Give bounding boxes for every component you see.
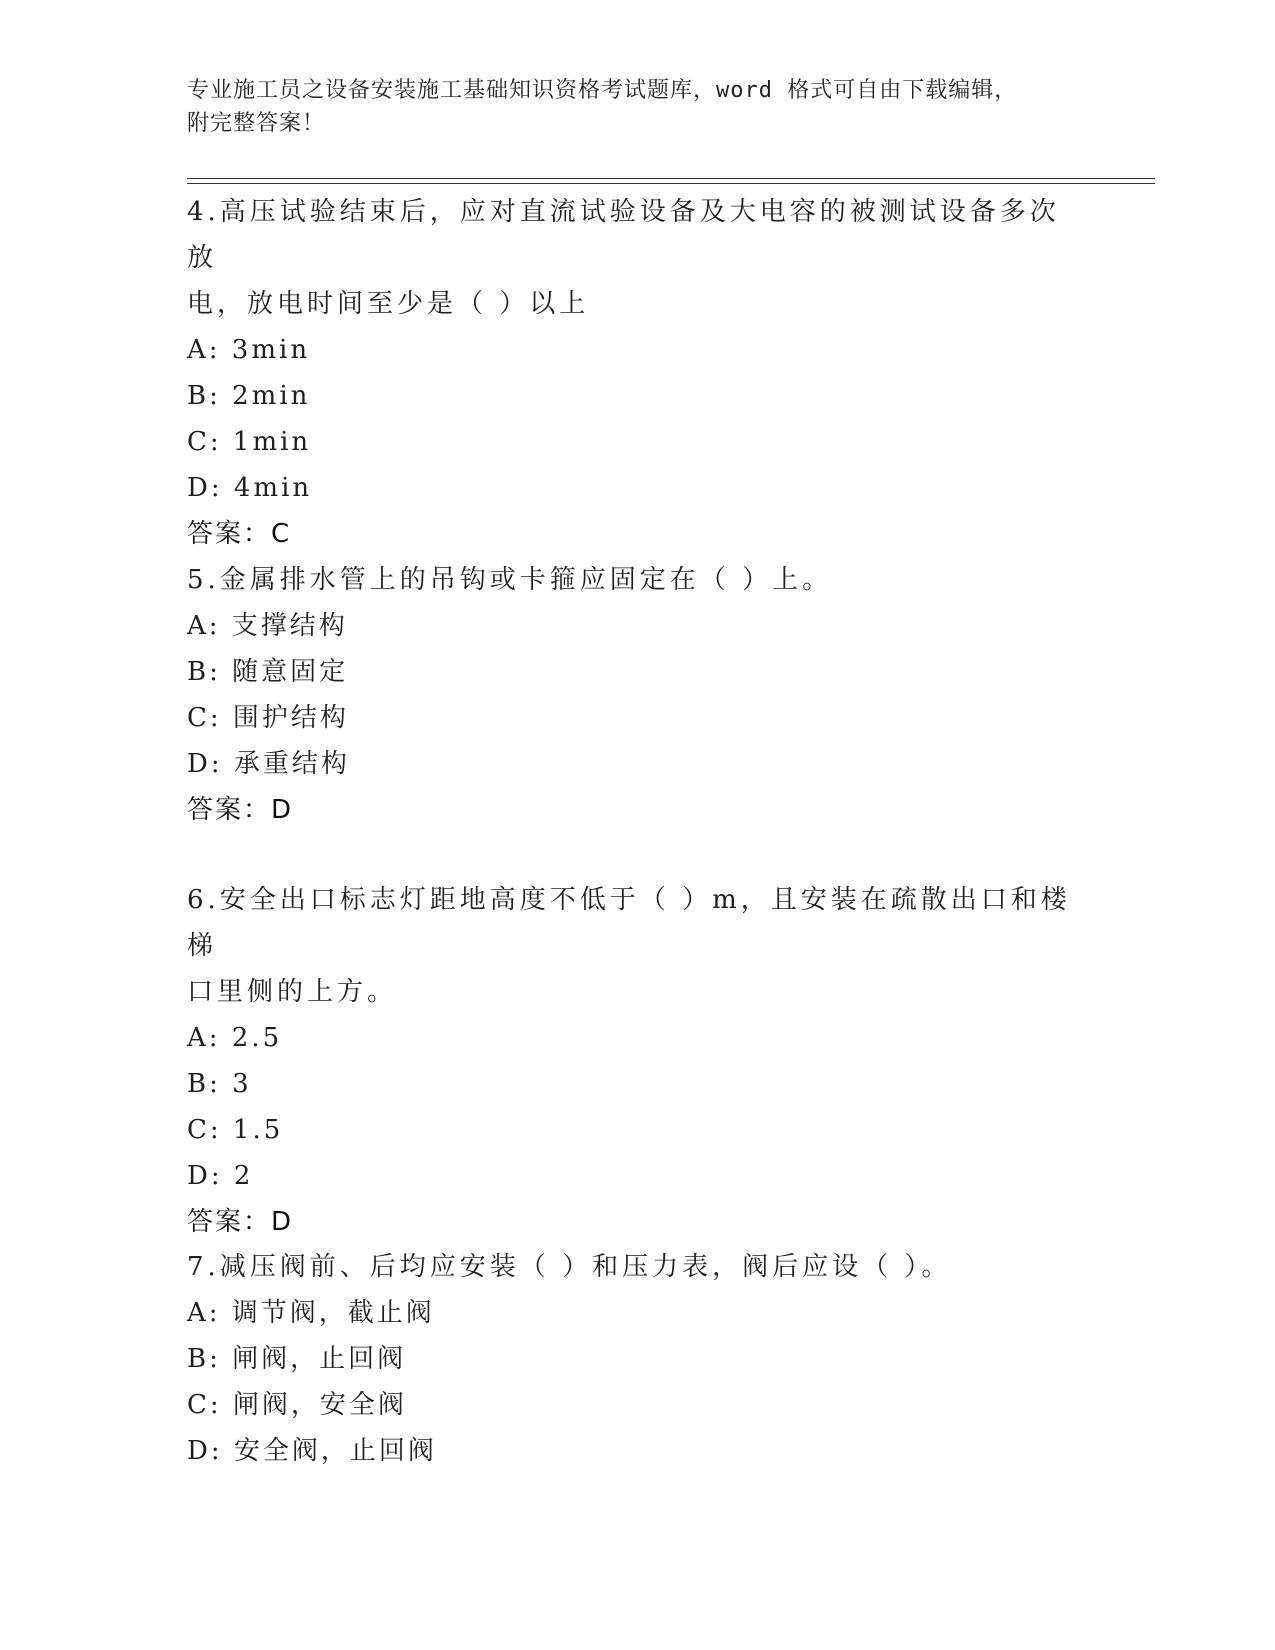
option-c: C: 围护结构	[187, 703, 349, 733]
option-d: D: 2	[187, 1161, 254, 1191]
option-a: A: 3min	[187, 335, 311, 365]
option-b: B: 闸阀，止回阀	[187, 1344, 407, 1374]
question-text: 5.金属排水管上的吊钩或卡箍应固定在（ ）上。	[187, 565, 833, 595]
document-header	[187, 74, 1067, 140]
option-a: A: 调节阀，截止阀	[187, 1298, 435, 1328]
option-a: A: 支撑结构	[187, 611, 348, 641]
header-line-1: 专业施工员之设备安装施工基础知识资格考试题库，word 格式可自由下载编辑，	[187, 78, 1018, 103]
option-d: D: 承重结构	[187, 749, 350, 779]
question-5	[187, 557, 1087, 833]
option-b: B: 3	[187, 1069, 252, 1099]
option-b: B: 随意固定	[187, 657, 349, 687]
question-text-continued: 口里侧的上方。	[187, 977, 398, 1007]
question-text-continued: 电，放电时间至少是（ ）以上	[187, 289, 590, 319]
answer-label: 答案：D	[187, 1207, 294, 1237]
header-line-2: 附完整答案！	[187, 111, 326, 136]
answer-label: 答案：C	[187, 519, 292, 549]
option-a: A: 2.5	[187, 1023, 283, 1053]
header-divider-top	[187, 178, 1155, 179]
option-c: C: 闸阀，安全阀	[187, 1390, 407, 1420]
option-d: D: 4min	[187, 473, 313, 503]
question-text: 4.高压试验结束后，应对直流试验设备及大电容的被测试设备多次放	[187, 197, 1060, 273]
question-text: 6.安全出口标志灯距地高度不低于（ ）m，且安装在疏散出口和楼梯	[187, 885, 1071, 961]
option-d: D: 安全阀，止回阀	[187, 1436, 437, 1466]
question-4	[187, 189, 1087, 557]
question-7	[187, 1244, 1087, 1474]
option-c: C: 1min	[187, 427, 312, 457]
answer-label: 答案：D	[187, 795, 294, 825]
question-text: 7.减压阀前、后均应安装（ ）和压力表，阀后应设（ ）。	[187, 1252, 952, 1282]
question-6	[187, 877, 1087, 1245]
option-c: C: 1.5	[187, 1115, 284, 1145]
option-b: B: 2min	[187, 381, 311, 411]
header-divider-bottom	[187, 183, 1155, 184]
